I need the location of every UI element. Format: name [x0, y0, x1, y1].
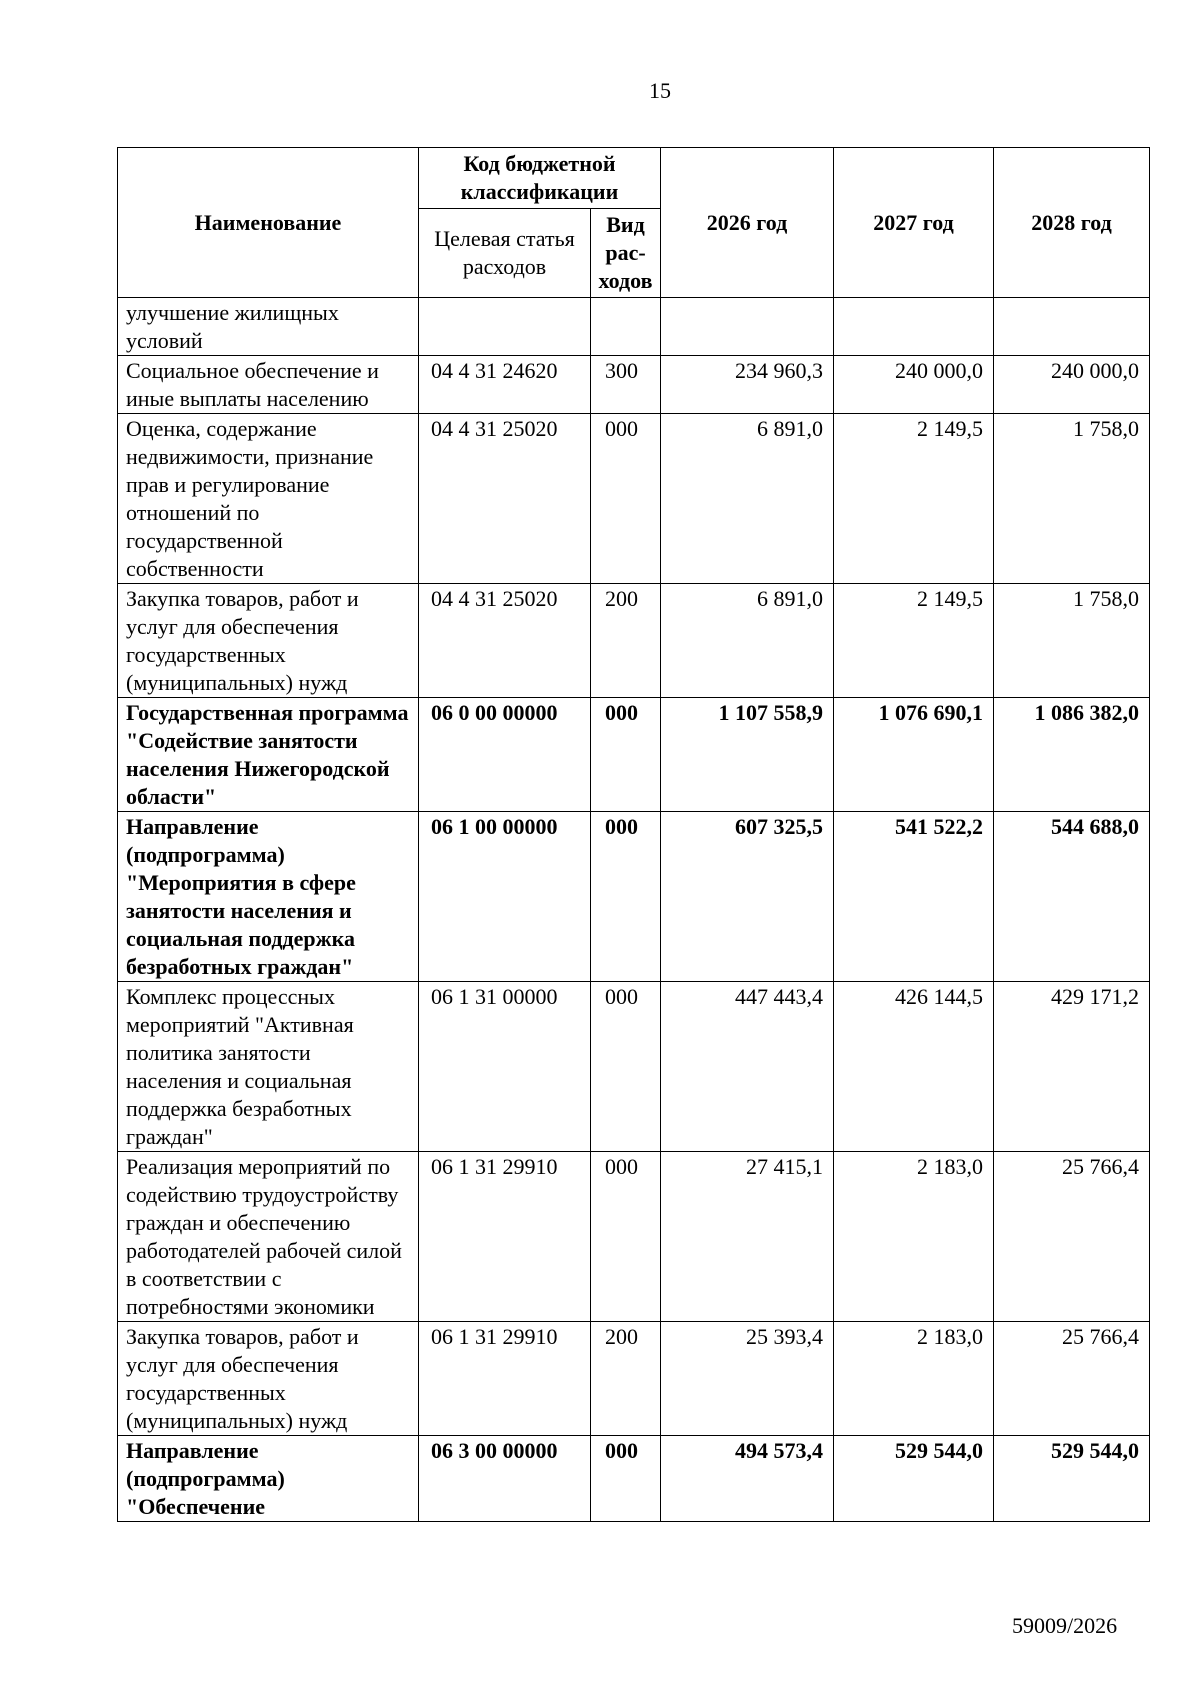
cell-name: Закупка товаров, работ и услуг для обеспечения государственных (муниципальных) нужд: [118, 584, 419, 698]
cell-target-article: 06 0 00 00000: [419, 698, 591, 812]
cell-2026: 607 325,5: [661, 812, 834, 982]
cell-2027: 426 144,5: [834, 982, 994, 1152]
table-row: [118, 1322, 1150, 1436]
cell-2026: 25 393,4: [661, 1322, 834, 1436]
document-id: 59009/2026: [1012, 1613, 1118, 1638]
cell-2028: 544 688,0: [994, 812, 1150, 982]
table-row: [118, 584, 1150, 698]
cell-2028: 1 086 382,0: [994, 698, 1150, 812]
cell-expense-type: 000: [591, 812, 661, 982]
cell-expense-type: 000: [591, 414, 661, 584]
cell-2028: [994, 298, 1150, 356]
cell-expense-type: 000: [591, 982, 661, 1152]
cell-expense-type: 200: [591, 584, 661, 698]
header-2026: 2026 год: [661, 148, 834, 298]
table-row: [118, 298, 1150, 356]
cell-2027: 240 000,0: [834, 356, 994, 414]
cell-name: Направление (подпрограмма) "Обеспечение: [118, 1436, 419, 1522]
cell-2027: 2 183,0: [834, 1322, 994, 1436]
cell-2028: 25 766,4: [994, 1152, 1150, 1322]
cell-2027: 2 149,5: [834, 584, 994, 698]
cell-2026: 234 960,3: [661, 356, 834, 414]
cell-target-article: 06 3 00 00000: [419, 1436, 591, 1522]
cell-target-article: 06 1 31 29910: [419, 1322, 591, 1436]
cell-name: Закупка товаров, работ и услуг для обеспечения государственных (муниципальных) нужд: [118, 1322, 419, 1436]
cell-2026: 1 107 558,9: [661, 698, 834, 812]
cell-2027: 2 149,5: [834, 414, 994, 584]
cell-target-article: 04 4 31 24620: [419, 356, 591, 414]
budget-table: [117, 147, 1150, 1522]
cell-2028: 429 171,2: [994, 982, 1150, 1152]
cell-2026: 494 573,4: [661, 1436, 834, 1522]
table-header-row: [118, 148, 1150, 209]
cell-2026: [661, 298, 834, 356]
header-expense-type: Вид рас-ходов: [591, 209, 661, 298]
cell-2026: 6 891,0: [661, 584, 834, 698]
header-2027: 2027 год: [834, 148, 994, 298]
cell-name: Оценка, содержание недвижимости, признание прав и регулирование отношений по государственной собственности: [118, 414, 419, 584]
cell-2028: 240 000,0: [994, 356, 1150, 414]
cell-name: Государственная программа "Содействие занятости населения Нижегородской области": [118, 698, 419, 812]
cell-2027: 1 076 690,1: [834, 698, 994, 812]
table-row: [118, 1152, 1150, 1322]
cell-expense-type: 000: [591, 1152, 661, 1322]
cell-target-article: 06 1 31 29910: [419, 1152, 591, 1322]
table-row: [118, 812, 1150, 982]
cell-target-article: [419, 298, 591, 356]
header-classification: Код бюджетной классификации: [419, 148, 661, 209]
cell-expense-type: 300: [591, 356, 661, 414]
cell-expense-type: 200: [591, 1322, 661, 1436]
cell-target-article: 04 4 31 25020: [419, 584, 591, 698]
cell-name: Социальное обеспечение и иные выплаты населению: [118, 356, 419, 414]
table-row: [118, 982, 1150, 1152]
cell-2027: 529 544,0: [834, 1436, 994, 1522]
cell-expense-type: [591, 298, 661, 356]
table-row: [118, 1436, 1150, 1522]
table-row: [118, 698, 1150, 812]
cell-2028: 1 758,0: [994, 584, 1150, 698]
cell-name: Комплекс процессных мероприятий "Активная политика занятости населения и социальная поддержка безработных граждан": [118, 982, 419, 1152]
header-name: Наименование: [118, 148, 419, 298]
cell-target-article: 04 4 31 25020: [419, 414, 591, 584]
cell-2028: 529 544,0: [994, 1436, 1150, 1522]
cell-2026: 27 415,1: [661, 1152, 834, 1322]
cell-2028: 25 766,4: [994, 1322, 1150, 1436]
page-number: 15: [649, 78, 671, 103]
table-row: [118, 356, 1150, 414]
cell-2026: 6 891,0: [661, 414, 834, 584]
cell-name: Реализация мероприятий по содействию трудоустройству граждан и обеспечению работодателей рабочей силой в соответствии с потребностями экономики: [118, 1152, 419, 1322]
cell-2027: 541 522,2: [834, 812, 994, 982]
cell-2027: [834, 298, 994, 356]
cell-2027: 2 183,0: [834, 1152, 994, 1322]
table-row: [118, 414, 1150, 584]
table-body: [118, 298, 1150, 1522]
cell-name: улучшение жилищных условий: [118, 298, 419, 356]
cell-name: Направление (подпрограмма) "Мероприятия в сфере занятости населения и социальная поддержка безработных граждан": [118, 812, 419, 982]
cell-target-article: 06 1 31 00000: [419, 982, 591, 1152]
cell-target-article: 06 1 00 00000: [419, 812, 591, 982]
cell-2026: 447 443,4: [661, 982, 834, 1152]
cell-expense-type: 000: [591, 1436, 661, 1522]
header-2028: 2028 год: [994, 148, 1150, 298]
cell-expense-type: 000: [591, 698, 661, 812]
header-target-article: Целевая статья расходов: [419, 209, 591, 298]
cell-2028: 1 758,0: [994, 414, 1150, 584]
